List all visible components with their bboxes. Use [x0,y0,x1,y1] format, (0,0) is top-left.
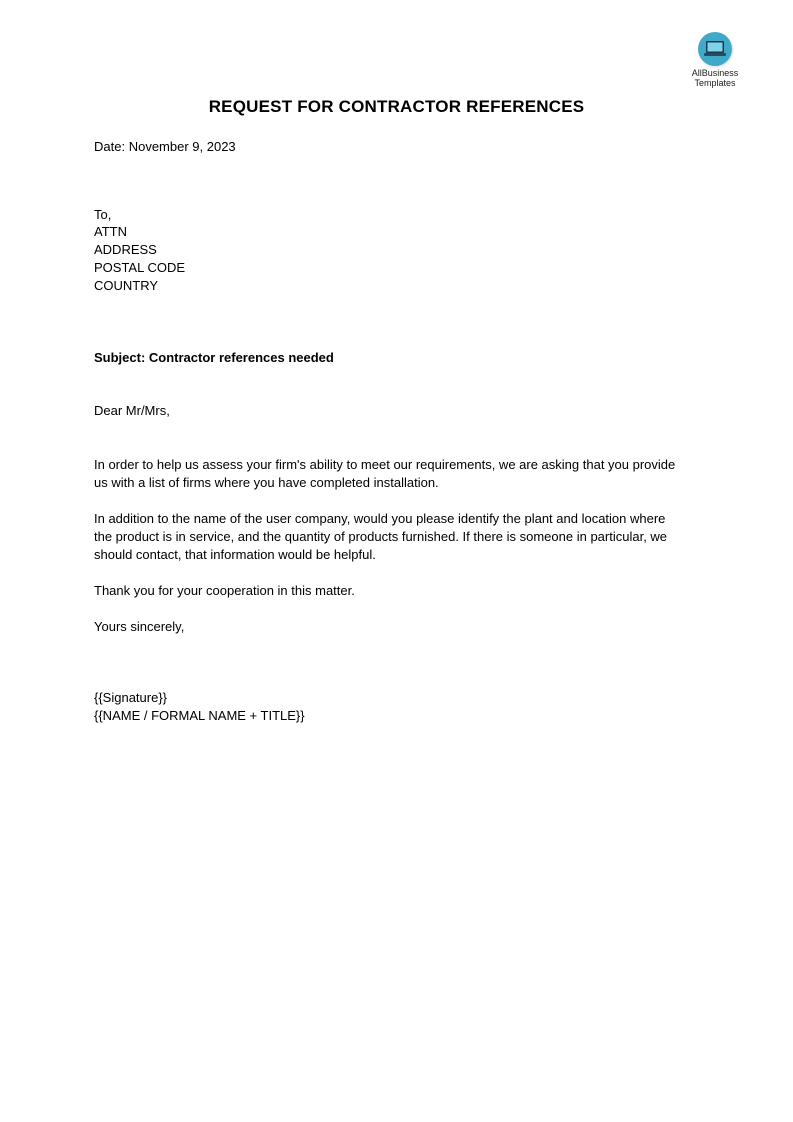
laptop-icon [698,32,732,66]
paragraph-2-line-1: In addition to the name of the user company, would you please identify the plant and location where [94,511,666,526]
closing: Yours sincerely, [94,619,185,634]
logo-line-1: AllBusiness [691,68,739,78]
signer-name-placeholder: {{NAME / FORMAL NAME + TITLE}} [94,708,305,723]
paragraph-2-line-2: the product is in service, and the quantity of products furnished. If there is someone in particular, we [94,529,668,544]
paragraph-2-line-3: should contact, that information would be helpful. [94,547,376,562]
signature-placeholder: {{Signature}} [94,690,168,705]
address-street: ADDRESS [94,242,157,257]
address-to: To, [94,207,112,222]
paragraph-1-line-2: us with a list of firms where you have completed installation. [94,475,439,490]
document-title: REQUEST FOR CONTRACTOR REFERENCES [208,97,585,116]
logo-text [680,68,750,88]
address-postal-code: POSTAL CODE [94,260,186,275]
address-attn: ATTN [94,224,127,239]
paragraph-3: Thank you for your cooperation in this matter. [94,583,355,598]
subject-line: Subject: Contractor references needed [94,350,334,365]
paragraph-1-line-1: In order to help us assess your firm's ability to meet our requirements, we are asking that you provide [94,457,676,472]
address-country: COUNTRY [94,278,159,293]
logo-line-2: Templates [694,78,736,88]
date-line [94,138,236,156]
allbusiness-templates-logo [680,32,750,88]
date-value: November 9, 2023 [128,139,236,154]
salutation: Dear Mr/Mrs, [94,403,170,418]
date-label: Date: [94,139,126,154]
